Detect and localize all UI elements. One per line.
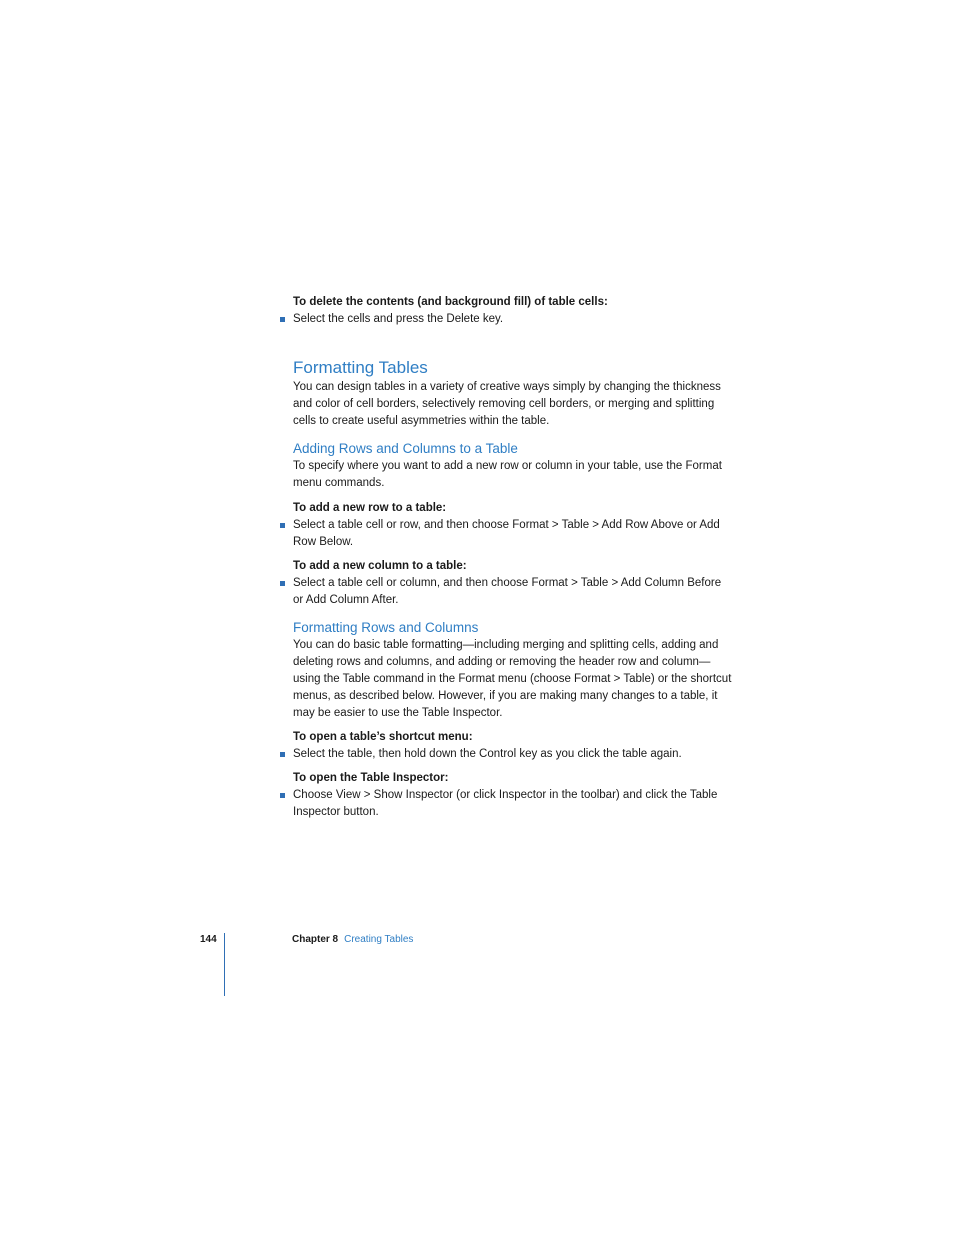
- add-row-task-heading: To add a new row to a table:: [293, 502, 447, 514]
- chapter-footer: [292, 933, 413, 947]
- bullet-icon: [280, 581, 285, 586]
- footer-rule: [224, 933, 225, 996]
- formatting-intro: You can design tables in a variety of creative ways simply by changing the thickness and color of cell borders, selectively removing cell borders, or merging and splitting cells to create useful asymmetries within the table.: [293, 381, 721, 427]
- shortcut-step-text: Select the table, then hold down the Control key as you click the table again.: [293, 748, 682, 760]
- add-row-step-text: Select a table cell or row, and then choose Format > Table > Add Row Above or Add Row Below.: [293, 519, 720, 548]
- bullet-icon: [280, 793, 285, 798]
- chapter-title: Creating Tables: [344, 934, 414, 945]
- page-number: 144: [200, 934, 217, 945]
- add-column-task-heading: To add a new column to a table:: [293, 560, 467, 572]
- formatting-rows-intro: You can do basic table formatting—including merging and splitting cells, adding and deleting rows and columns, and adding or removing the header row and column—using the Table command in the Format menu (choose Format > Table) or the shortcut menus, as described below. However, if you are making many changes to a table, it may be easier to use the Table Inspector.: [293, 639, 732, 719]
- inspector-step: [293, 787, 733, 821]
- delete-step: [293, 311, 733, 328]
- inspector-task-heading: To open the Table Inspector:: [293, 772, 449, 784]
- add-column-step: [293, 575, 733, 609]
- bullet-icon: [280, 752, 285, 757]
- inspector-step-text: Choose View > Show Inspector (or click Inspector in the toolbar) and click the Table Inspector button.: [293, 789, 718, 818]
- formatting-rows-heading: Formatting Rows and Columns: [293, 620, 479, 635]
- shortcut-step: [293, 746, 733, 763]
- adding-rows-heading: Adding Rows and Columns to a Table: [293, 441, 518, 456]
- delete-step-text: Select the cells and press the Delete key.: [293, 313, 504, 325]
- delete-task-heading: To delete the contents (and background fill) of table cells:: [293, 296, 608, 308]
- page-content: [293, 294, 733, 821]
- bullet-icon: [280, 317, 285, 322]
- adding-intro: To specify where you want to add a new row or column in your table, use the Format menu commands.: [293, 460, 722, 489]
- chapter-label: Chapter 8: [292, 934, 339, 945]
- formatting-tables-heading: Formatting Tables: [293, 358, 428, 377]
- shortcut-task-heading: To open a table’s shortcut menu:: [293, 731, 473, 743]
- add-row-step: [293, 517, 733, 551]
- bullet-icon: [280, 523, 285, 528]
- add-column-step-text: Select a table cell or column, and then choose Format > Table > Add Column Before or Add Column After.: [293, 577, 722, 606]
